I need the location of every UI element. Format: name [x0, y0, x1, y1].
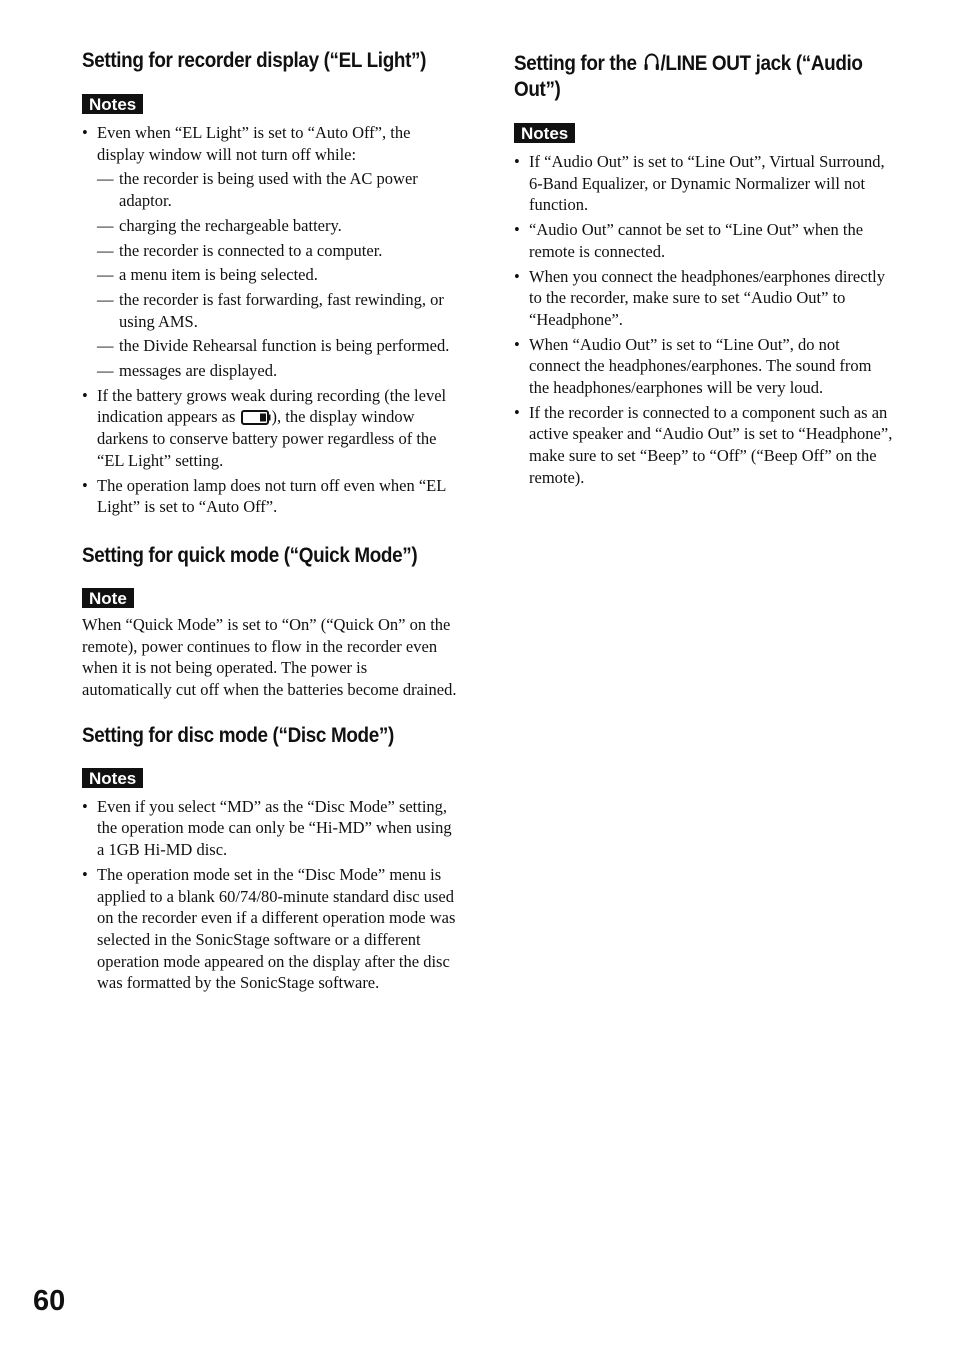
note-item: • Even if you select “MD” as the “Disc Mode” setting, the operation mode can only be “Hi-MD” when using a 1GB Hi-MD disc. [82, 796, 460, 861]
note-item: • If the recorder is connected to a component such as an active speaker and “Audio Out” is set to “Headphone”, make sure to set “Beep” to “Off” (“Beep Off” on the remote). [514, 402, 894, 489]
note-text: Even when “EL Light” is set to “Auto Off”, the display window will not turn off while: [97, 123, 411, 164]
quick-mode-note-text: When “Quick Mode” is set to “On” (“Quick On” on the remote), power continues to flow in the recorder even when it is not being operated. The power is automatically cut off when the batteries become drained. [82, 614, 457, 700]
audio-out-notes-list [514, 151, 894, 489]
notes-badge: Notes [514, 123, 575, 143]
note-item [82, 385, 460, 472]
condition-item: — the Divide Rehearsal function is being performed. [97, 335, 460, 357]
heading-text-after-icon: /LINE OUT jack (“Audio Out”) [514, 52, 863, 101]
el-light-section [82, 48, 460, 518]
notes-badge: Notes [82, 94, 143, 114]
note-item: • The operation lamp does not turn off even when “EL Light” is set to “Auto Off”. [82, 475, 460, 518]
quick-mode-section [82, 543, 460, 701]
el-light-notes-list [82, 122, 460, 518]
condition-item: — a menu item is being selected. [97, 264, 460, 286]
condition-item: — messages are displayed. [97, 360, 460, 382]
quick-mode-heading: Setting for quick mode (“Quick Mode”) [82, 543, 418, 567]
note-badge: Note [82, 588, 134, 608]
note-item: • “Audio Out” cannot be set to “Line Out” when the remote is connected. [514, 219, 894, 262]
note-item: • When “Audio Out” is set to “Line Out”, do not connect the headphones/earphones. The sound from the headphones/earphones will be very loud. [514, 334, 894, 399]
disc-mode-heading: Setting for disc mode (“Disc Mode”) [82, 723, 394, 747]
disc-mode-notes-list [82, 796, 460, 994]
note-item: • The operation mode set in the “Disc Mode” menu is applied to a blank 60/74/80-minute standard disc used on the recorder even if a different operation mode was selected in the SonicStage software or a different operation mode appeared on the display after the disc was formatted by the SonicStage software. [82, 864, 460, 994]
heading-text-before-icon: Setting for the [514, 52, 642, 75]
note-item: • If “Audio Out” is set to “Line Out”, Virtual Surround, 6-Band Equalizer, or Dynamic Normalizer will not function. [514, 151, 894, 216]
condition-list [97, 168, 460, 381]
condition-item: — the recorder is connected to a computer. [97, 240, 460, 262]
el-light-heading: Setting for recorder display (“EL Light”) [82, 49, 427, 72]
condition-item: — the recorder is being used with the AC power adaptor. [97, 168, 460, 211]
audio-out-heading [514, 51, 894, 103]
left-column [82, 48, 460, 997]
note-text-after-icon: ), the display window darkens to conserve battery power regardless of the “EL Light” setting. [97, 407, 437, 470]
note-item [82, 122, 460, 382]
headphones-icon [643, 52, 659, 72]
note-item: • When you connect the headphones/earphones directly to the recorder, make sure to set “Audio Out” to “Headphone”. [514, 266, 894, 331]
page-number: 60 [33, 1285, 66, 1317]
note-text-before-icon: If the battery grows weak during recording (the level indication appears as [97, 385, 447, 427]
audio-out-section [514, 51, 894, 489]
disc-mode-section [82, 723, 460, 994]
right-column [514, 51, 894, 492]
condition-item: — the recorder is fast forwarding, fast rewinding, or using AMS. [97, 289, 460, 332]
condition-item: — charging the rechargeable battery. [97, 215, 460, 237]
notes-badge: Notes [82, 768, 143, 788]
battery-low-icon [241, 410, 271, 425]
